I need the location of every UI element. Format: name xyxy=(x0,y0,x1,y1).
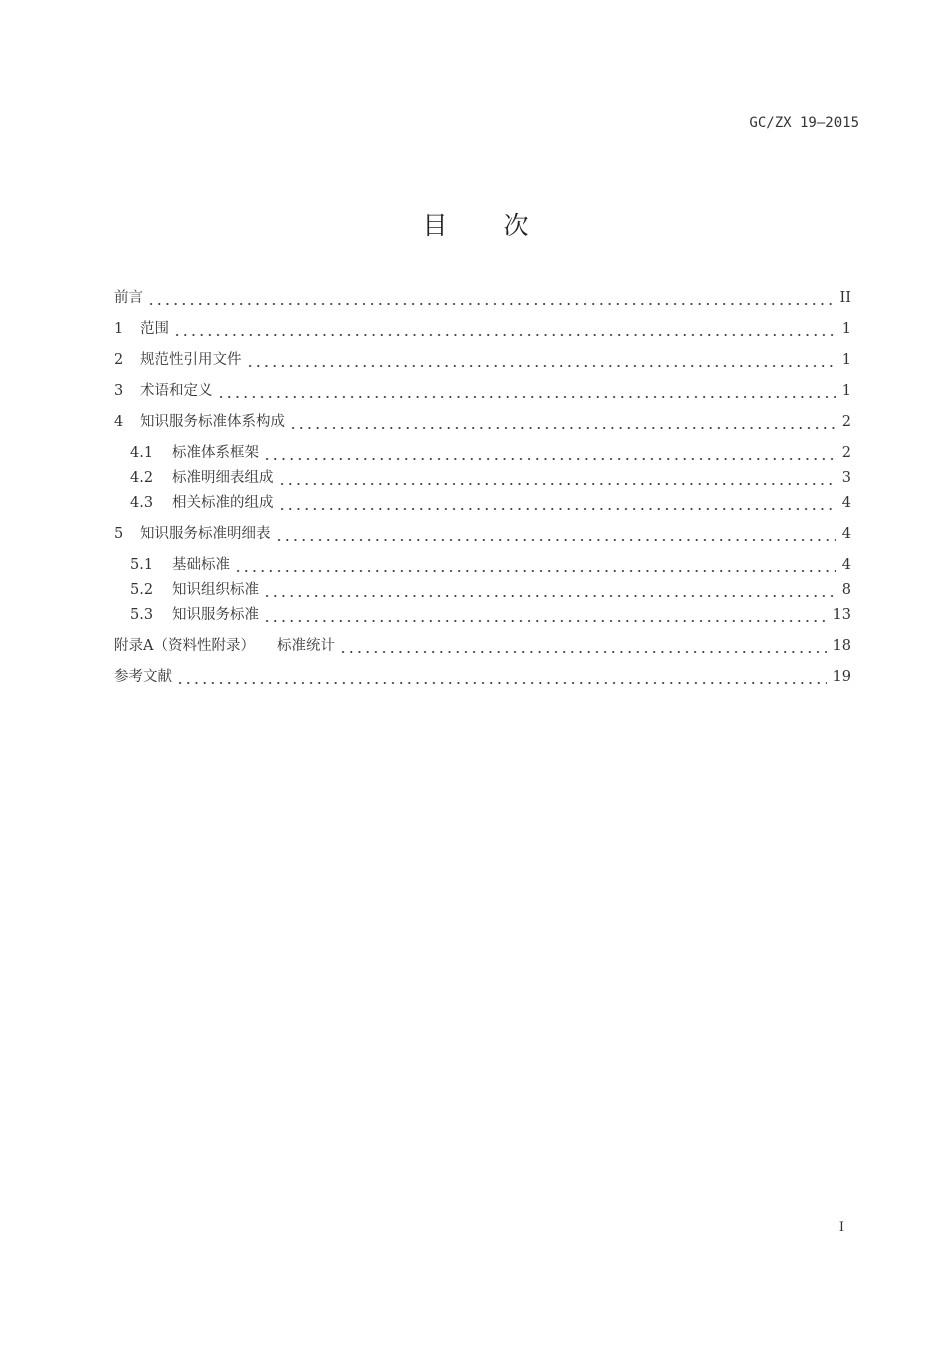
toc-label: 规范性引用文件 xyxy=(140,352,242,368)
toc-entry[interactable] xyxy=(114,411,851,433)
toc-number: 3 xyxy=(114,383,124,399)
toc-number: 5.3 xyxy=(130,607,154,623)
dot-leader xyxy=(176,666,827,688)
toc-page: 3 xyxy=(841,470,851,486)
dot-leader xyxy=(234,554,836,576)
toc-number: 2 xyxy=(114,352,124,368)
dot-leader xyxy=(263,604,827,626)
toc-page: 1 xyxy=(841,321,851,337)
toc-subentry[interactable] xyxy=(114,604,851,626)
toc-number: 5.1 xyxy=(130,557,154,573)
toc-label: 知识服务标准体系构成 xyxy=(140,414,285,430)
toc-subentry[interactable] xyxy=(114,492,851,514)
toc-label: 基础标准 xyxy=(172,557,230,573)
dot-leader xyxy=(246,349,836,371)
toc-number: 5 xyxy=(114,526,124,542)
toc-page: 13 xyxy=(832,607,851,623)
toc-label: 附录A（资料性附录） xyxy=(114,638,255,654)
toc-entry[interactable] xyxy=(114,349,851,371)
toc-number: 4.1 xyxy=(130,445,154,461)
toc-label-title: 标准统计 xyxy=(276,638,335,654)
dot-leader xyxy=(217,380,836,402)
toc-entry[interactable] xyxy=(114,523,851,545)
toc-label: 知识服务标准 xyxy=(172,607,259,623)
dot-leader xyxy=(278,467,836,489)
dot-leader xyxy=(275,523,836,545)
toc-page: 4 xyxy=(841,526,851,542)
dot-leader xyxy=(278,492,836,514)
toc-subentry[interactable] xyxy=(114,579,851,601)
toc-number: 4.3 xyxy=(130,495,154,511)
toc-entry[interactable] xyxy=(114,318,851,340)
toc-page: 18 xyxy=(832,638,851,654)
dot-leader xyxy=(263,442,836,464)
toc-label: 标准体系框架 xyxy=(172,445,259,461)
toc-label: 术语和定义 xyxy=(140,383,213,399)
toc-label: 知识组织标准 xyxy=(172,582,259,598)
toc-label: 范围 xyxy=(140,321,169,337)
standard-number: GC/ZX 19—2015 xyxy=(749,115,859,131)
dot-leader xyxy=(147,287,834,309)
toc-label: 参考文献 xyxy=(114,669,172,685)
toc-entry-references[interactable] xyxy=(114,666,851,688)
toc-subentry[interactable] xyxy=(114,554,851,576)
toc-page: 2 xyxy=(841,445,851,461)
toc-page: 1 xyxy=(841,352,851,368)
toc-page: 8 xyxy=(841,582,851,598)
toc-number: 5.2 xyxy=(130,582,154,598)
toc-page: 1 xyxy=(841,383,851,399)
toc-page: 4 xyxy=(841,495,851,511)
dot-leader xyxy=(289,411,836,433)
page-title: 目 次 xyxy=(422,211,553,240)
toc-page: 4 xyxy=(841,557,851,573)
toc-subentry[interactable] xyxy=(114,442,851,464)
toc-number: 4.2 xyxy=(130,470,154,486)
toc-label: 标准明细表组成 xyxy=(172,470,274,486)
toc-subentry[interactable] xyxy=(114,467,851,489)
dot-leader xyxy=(173,318,836,340)
page-number: I xyxy=(838,1220,844,1235)
dot-leader xyxy=(339,635,827,657)
toc-page: 19 xyxy=(832,669,851,685)
toc-label: 知识服务标准明细表 xyxy=(140,526,271,542)
toc-label: 前言 xyxy=(114,290,143,306)
toc-number: 1 xyxy=(114,321,124,337)
toc-page: 2 xyxy=(841,414,851,430)
dot-leader xyxy=(263,579,836,601)
toc-entry-appendix-a[interactable] xyxy=(114,635,851,657)
toc-label: 相关标准的组成 xyxy=(172,495,274,511)
toc-number: 4 xyxy=(114,414,124,430)
toc-page: II xyxy=(839,290,851,306)
toc-entry[interactable] xyxy=(114,380,851,402)
table-of-contents xyxy=(114,287,851,688)
toc-entry-foreword[interactable] xyxy=(114,287,851,309)
